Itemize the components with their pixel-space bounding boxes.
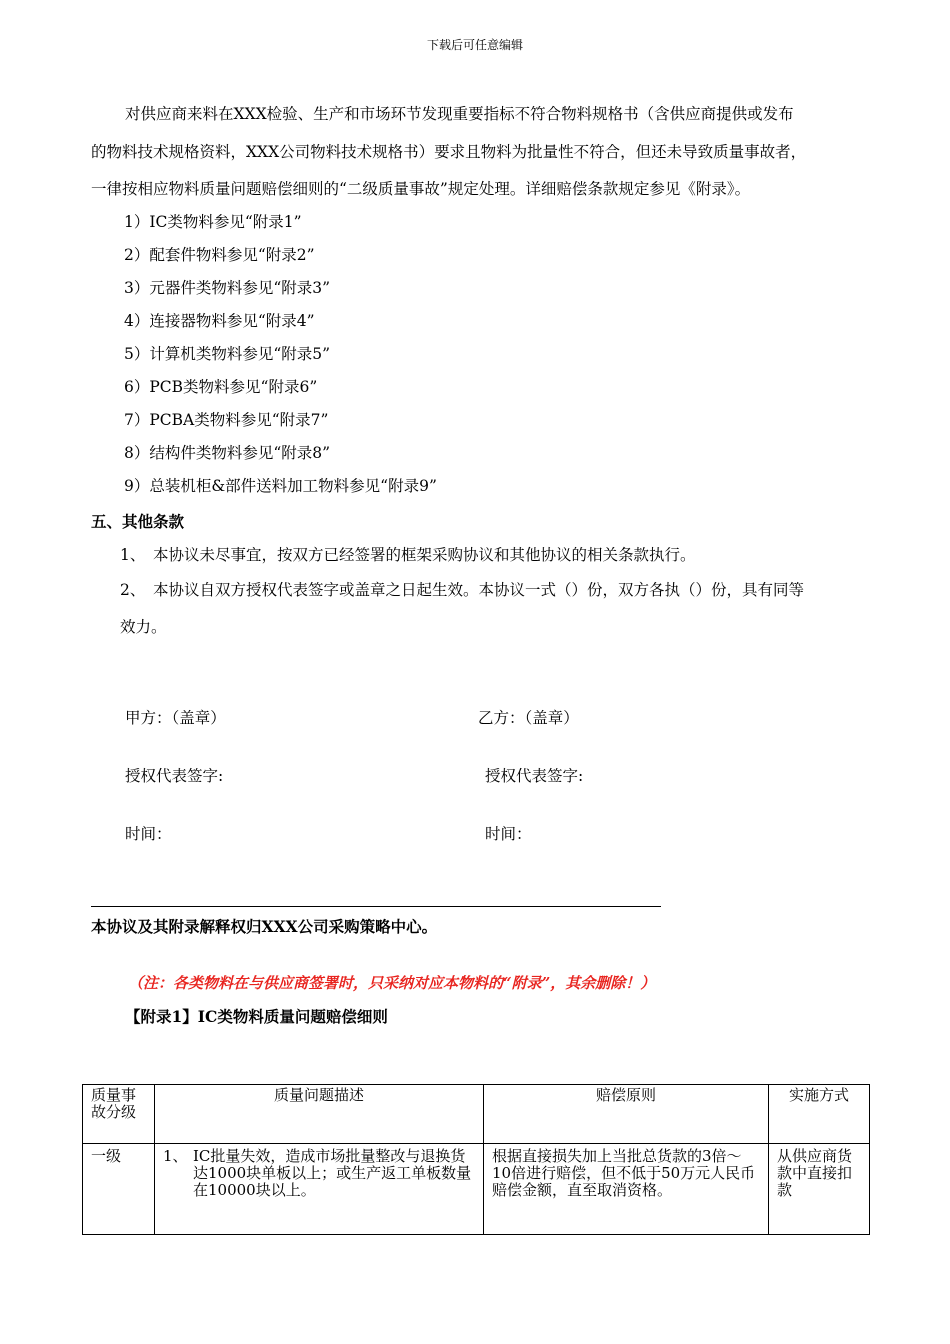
header-method: 实施方式 bbox=[769, 1085, 870, 1144]
header-level: 质量事故分级 bbox=[83, 1085, 155, 1144]
cell-description bbox=[155, 1144, 484, 1235]
cell-method: 从供应商货款中直接扣款 bbox=[769, 1144, 870, 1235]
list-item: 6）PCB类物料参见“附录6” bbox=[124, 378, 318, 396]
page-header-note: 下载后可任意编辑 bbox=[426, 38, 523, 52]
list-item: 2）配套件物料参见“附录2” bbox=[124, 246, 315, 264]
party-b-representative: 授权代表签字: bbox=[485, 767, 584, 785]
list-item: 7）PCBA类物料参见“附录7” bbox=[124, 411, 329, 429]
cell-level: 一级 bbox=[83, 1144, 155, 1235]
list-item: 9）总装机柜&部件送料加工物料参见“附录9” bbox=[124, 477, 437, 495]
party-a-seal: 甲方：（盖章） bbox=[125, 709, 226, 727]
cell-principle: 根据直接损失加上当批总货款的3倍～10倍进行赔偿，但不低于50万元人民币赔偿金额，直至取消资格。 bbox=[484, 1144, 769, 1235]
appendix-1-title: 【附录1】IC类物料质量问题赔偿细则 bbox=[125, 1007, 388, 1026]
description-number: 1、 bbox=[163, 1147, 188, 1165]
party-b-date: 时间： bbox=[485, 825, 532, 843]
party-a-date: 时间： bbox=[125, 825, 172, 843]
table-row bbox=[83, 1144, 870, 1235]
clause-1-number: 1、 bbox=[120, 546, 146, 564]
list-item: 5）计算机类物料参见“附录5” bbox=[124, 345, 331, 363]
description-text: IC批量失效，造成市场批量整改与退换货达1000块单板以上；或生产返工单板数量在10000块以上。 bbox=[193, 1147, 472, 1199]
clause-2-continuation: 效力。 bbox=[120, 618, 167, 636]
header-principle: 赔偿原则 bbox=[484, 1085, 769, 1144]
interpretation-statement: 本协议及其附录解释权归XXX公司采购策略中心。 bbox=[91, 917, 438, 936]
clause-2-number: 2、 bbox=[120, 581, 146, 599]
red-note: （注：各类物料在与供应商签署时，只采纳对应本物料的“附录”，其余删除！） bbox=[128, 974, 656, 992]
intro-line-1: 对供应商来料在XXX检验、生产和市场环节发现重要指标不符合物料规格书（含供应商提供或发布 bbox=[125, 105, 794, 123]
list-item: 8）结构件类物料参见“附录8” bbox=[124, 444, 331, 462]
compensation-table bbox=[82, 1084, 870, 1235]
table-header-row bbox=[83, 1085, 870, 1144]
clause-2-text: 本协议自双方授权代表签字或盖章之日起生效。本协议一式（）份，双方各执（）份，具有同等 bbox=[153, 581, 805, 599]
section-5-title: 五、其他条款 bbox=[91, 512, 185, 531]
intro-line-2: 的物料技术规格资料，XXX公司物料技术规格书）要求且物料为批量性不符合，但还未导致质量事故者， bbox=[91, 143, 807, 161]
party-b-seal: 乙方：（盖章） bbox=[478, 709, 579, 727]
clause-1-text: 本协议未尽事宜，按双方已经签署的框架采购协议和其他协议的相关条款执行。 bbox=[153, 546, 696, 564]
header-description: 质量问题描述 bbox=[155, 1085, 484, 1144]
party-a-representative: 授权代表签字: bbox=[125, 767, 224, 785]
horizontal-rule bbox=[91, 906, 661, 907]
list-item: 3）元器件类物料参见“附录3” bbox=[124, 279, 331, 297]
list-item: 4）连接器物料参见“附录4” bbox=[124, 312, 315, 330]
intro-line-3: 一律按相应物料质量问题赔偿细则的“二级质量事故”规定处理。详细赔偿条款规定参见《附录》。 bbox=[91, 180, 751, 198]
list-item: 1）IC类物料参见“附录1” bbox=[124, 213, 302, 231]
